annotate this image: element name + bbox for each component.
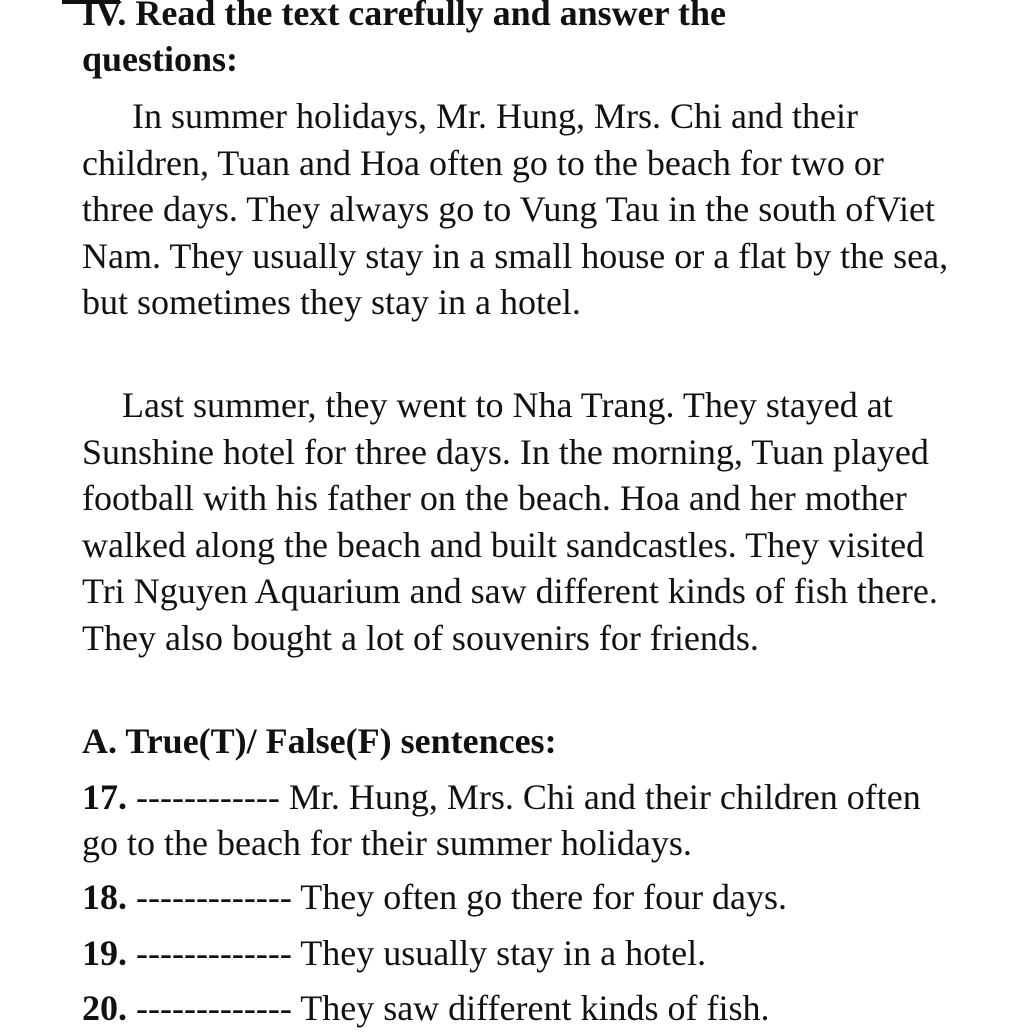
question-item-18 bbox=[82, 874, 962, 920]
question-number: 17. bbox=[82, 777, 127, 817]
question-item-19 bbox=[82, 930, 962, 976]
heading-line-2: questions: bbox=[82, 39, 239, 79]
heading-line-1: IV. Read the text carefully and answer the bbox=[82, 0, 726, 33]
question-text: They usually stay in a hotel. bbox=[300, 933, 707, 973]
question-text: They saw different kinds of fish. bbox=[300, 988, 770, 1028]
exercise-heading bbox=[82, 0, 962, 82]
passage-paragraph-2: Last summer, they went to Nha Trang. They stayed at Sunshine hotel for three days. In the morning, Tuan played football with his father on the beach. Hoa and her mother walked along the beach and built sandcastles. They visited Tri Nguyen Aquarium and saw different kinds of fish there. They also bought a lot of souvenirs for friends. bbox=[82, 385, 938, 658]
question-text: They often go there for four days. bbox=[300, 877, 788, 917]
question-number: 20. bbox=[82, 988, 127, 1028]
question-text: Mr. Hung, Mrs. Chi and their children often go to the beach for their summer holidays. bbox=[82, 777, 921, 863]
question-item-17 bbox=[82, 774, 962, 866]
question-number: 19. bbox=[82, 933, 127, 973]
passage-paragraph-1: In summer holidays, Mr. Hung, Mrs. Chi and their children, Tuan and Hoa often go to the beach for two or three days. They always go to Vung Tau in the south ofViet Nam. They usually stay in a small house or a flat by the sea, but sometimes they stay in a hotel. bbox=[82, 96, 949, 322]
answer-blank[interactable]: ------------ bbox=[136, 777, 280, 817]
section-a-title: A. True(T)/ False(F) sentences: bbox=[82, 721, 557, 761]
answer-blank[interactable]: ------------- bbox=[136, 988, 292, 1028]
question-item-20 bbox=[82, 985, 962, 1031]
answer-blank[interactable]: ------------- bbox=[136, 877, 292, 917]
answer-blank[interactable]: ------------- bbox=[136, 933, 292, 973]
question-number: 18. bbox=[82, 877, 127, 917]
